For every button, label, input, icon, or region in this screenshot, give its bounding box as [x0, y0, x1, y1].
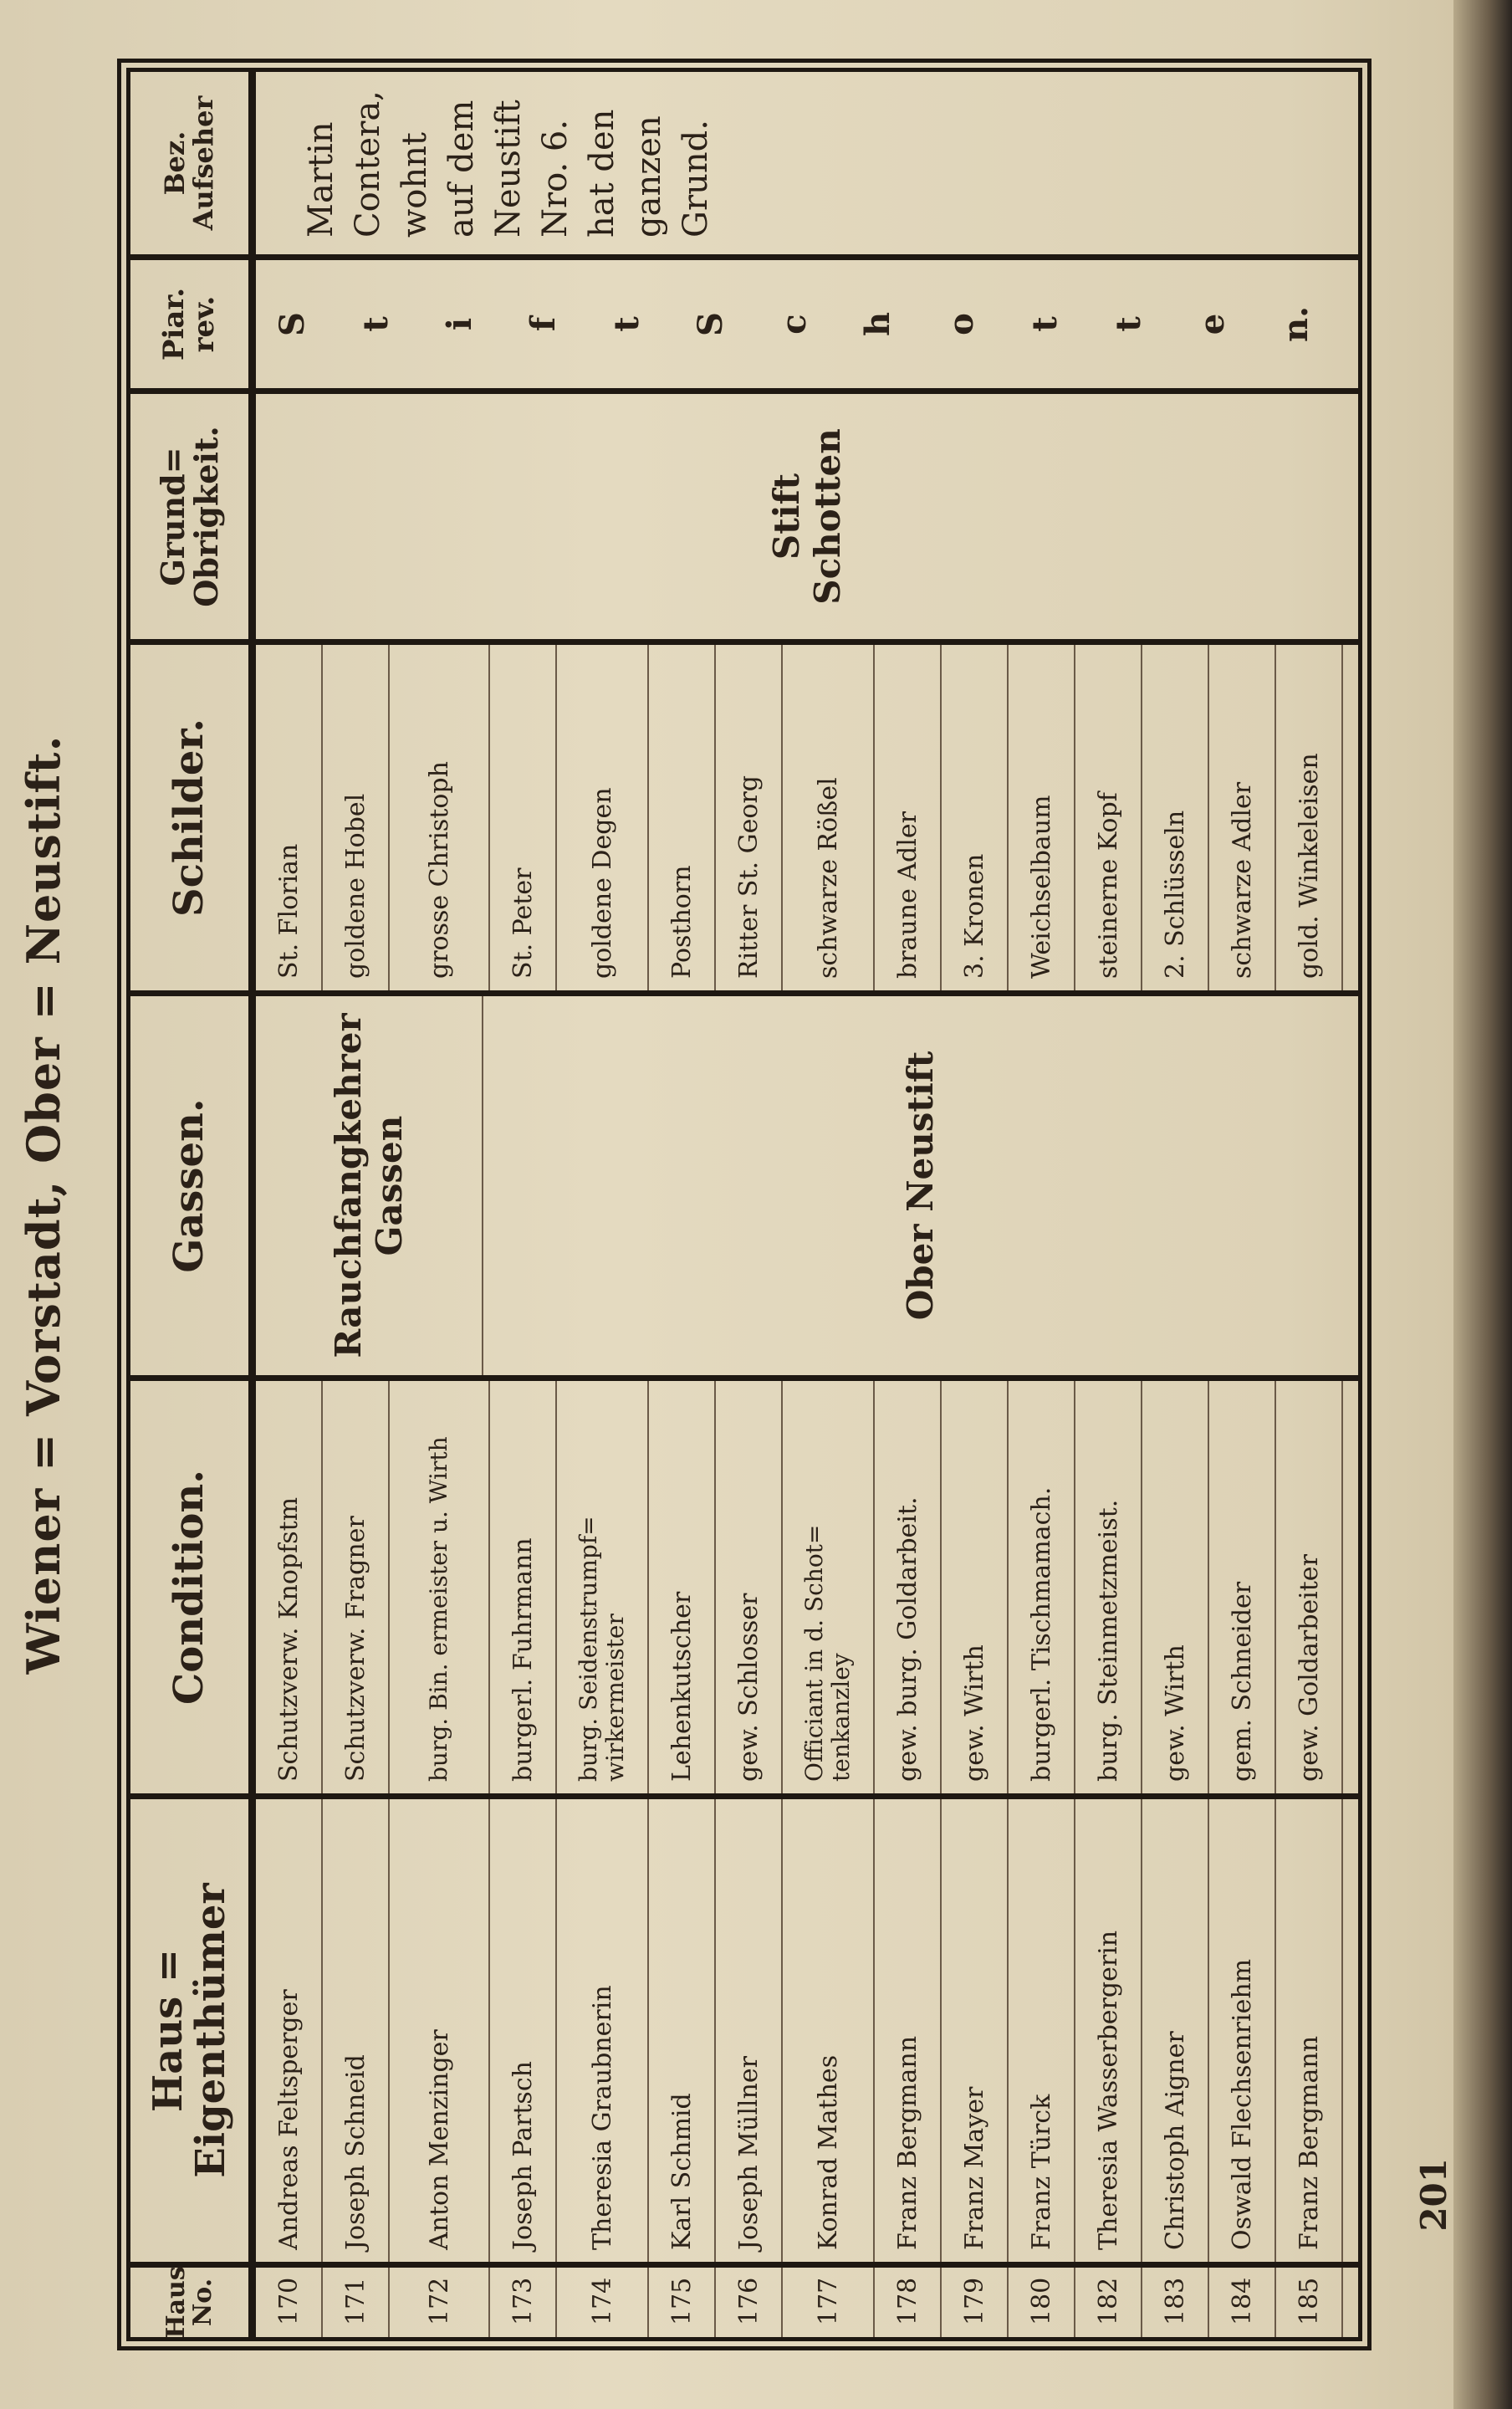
owner-cell: Theresia Graubnerin: [557, 1799, 649, 2262]
condition-cell: burgerl. Fuhrmann: [490, 1381, 557, 1793]
house-number-cell: 178: [875, 2268, 942, 2337]
parish-letter: t: [607, 316, 646, 332]
owner-cell: Karl Schmid: [649, 1799, 716, 2262]
header-parish: Piar. rev.: [130, 260, 256, 388]
parish-letter: e: [1193, 313, 1232, 335]
sign-cell: goldene Hobel: [323, 645, 390, 990]
street-lower: Ober Neustift: [899, 1051, 941, 1321]
authority-cells: [256, 394, 1358, 639]
district-note: Martin Contera, wohnt auf dem Neustift Nro. 6. hat den ganzen Grund.: [302, 90, 715, 238]
condition-cell: Schutzverw. Knopfstm: [256, 1381, 323, 1793]
condition-cell: gew. Schlosser: [716, 1381, 783, 1793]
owner-cell: Anton Menzinger: [390, 1799, 490, 2262]
house-number-cell: 177: [783, 2268, 875, 2337]
condition-cell: gew. burg. Goldarbeit.: [875, 1381, 942, 1793]
number-cells: [256, 2268, 1358, 2337]
street-cells: [256, 996, 1358, 1375]
house-number-cell: 185: [1276, 2268, 1343, 2337]
owner-cell: Christoph Aigner: [1142, 1799, 1209, 2262]
house-number-cell: 180: [1009, 2268, 1075, 2337]
parish-letter: c: [774, 314, 814, 335]
condition-cell: gem. Schneider: [1209, 1381, 1276, 1793]
parish-letter: i: [440, 317, 479, 331]
column-number: [130, 2262, 1358, 2337]
condition-cell: burg. Seidenstrumpf= wirkermeister: [557, 1381, 649, 1793]
condition-cell: gew. Wirth: [1142, 1381, 1209, 1793]
house-number-cell: 182: [1075, 2268, 1142, 2337]
sign-cell: 2. Schlüsseln: [1142, 645, 1209, 990]
sign-cell: steinerne Kopf: [1075, 645, 1142, 990]
column-authority: [130, 388, 1358, 639]
parish-letter: t: [1025, 316, 1065, 332]
house-number-cell: 171: [323, 2268, 390, 2337]
header-sign: Schilder.: [130, 645, 256, 990]
owner-cell: Oswald Flechsenriehm: [1209, 1799, 1276, 2262]
header-owner: Haus = Eigenthümer: [130, 1799, 256, 2262]
owner-cell: Joseph Schneid: [323, 1799, 390, 2262]
house-number-cell: 174: [557, 2268, 649, 2337]
column-sign: [130, 639, 1358, 990]
condition-cell: gew. Wirth: [942, 1381, 1009, 1793]
parish-letter: n.: [1276, 306, 1315, 343]
house-number-cell: 175: [649, 2268, 716, 2337]
parish-letter: S: [273, 312, 312, 336]
sign-cell: grosse Christoph: [390, 645, 490, 990]
ledger-table: [117, 59, 1372, 2350]
authority-value: Stift Schotten: [766, 428, 848, 605]
parish-letter: o: [942, 313, 981, 335]
parish-letter: f: [524, 316, 563, 332]
sign-cell: goldene Degen: [557, 645, 649, 990]
sign-cell: 3. Kronen: [942, 645, 1009, 990]
header-authority: Grund= Obrigkeit.: [130, 394, 256, 639]
parish-letter: h: [858, 311, 897, 337]
owner-cell: Theresia Wasserbergerin: [1075, 1799, 1142, 2262]
owner-cell: Franz Bergmann: [875, 1799, 942, 2262]
sign-cell: schwarze Rößel: [783, 645, 875, 990]
house-number-cell: 184: [1209, 2268, 1276, 2337]
street-upper: Rauchfangkehrer Gassen: [256, 996, 483, 1375]
column-condition: [130, 1375, 1358, 1793]
owner-cells: [256, 1799, 1358, 2262]
sign-cell: gold. Winkeleisen: [1276, 645, 1343, 990]
condition-cell: Officiant in d. Schot= tenkanzley: [783, 1381, 875, 1793]
column-parish: [130, 254, 1358, 388]
owner-cell: Franz Türck: [1009, 1799, 1075, 2262]
header-condition: Condition.: [130, 1381, 256, 1793]
owner-cell: Joseph Müllner: [716, 1799, 783, 2262]
house-number-cell: 172: [390, 2268, 490, 2337]
sign-cells: [256, 645, 1358, 990]
parish-letter: S: [691, 312, 730, 336]
house-number-cell: 173: [490, 2268, 557, 2337]
sign-cell: Posthorn: [649, 645, 716, 990]
sign-cell: braune Adler: [875, 645, 942, 990]
header-district: Bez. Aufseher: [130, 72, 256, 254]
owner-cell: Franz Mayer: [942, 1799, 1009, 2262]
house-number-cell: 183: [1142, 2268, 1209, 2337]
owner-cell: Andreas Feltsperger: [256, 1799, 323, 2262]
house-number-cell: 179: [942, 2268, 1009, 2337]
column-district: [130, 72, 1358, 254]
house-number-cell: 176: [716, 2268, 783, 2337]
owner-cell: Franz Bergmann: [1276, 1799, 1343, 2262]
page-title: Wiener = Vorstadt, Ober = Neustift.: [17, 734, 70, 1675]
column-owner: [130, 1793, 1358, 2262]
sign-cell: St. Peter: [490, 645, 557, 990]
sign-cell: schwarze Adler: [1209, 645, 1276, 990]
condition-cells: [256, 1381, 1358, 1793]
condition-cell: gew. Goldarbeiter: [1276, 1381, 1343, 1793]
parish-letter: t: [1109, 316, 1148, 332]
sign-cell: St. Florian: [256, 645, 323, 990]
page-number: 201: [1413, 2158, 1454, 2232]
parish-letters: [256, 260, 1358, 388]
owner-cell: Konrad Mathes: [783, 1799, 875, 2262]
owner-cell: Joseph Partsch: [490, 1799, 557, 2262]
condition-cell: burg. Steinmetzmeist.: [1075, 1381, 1142, 1793]
condition-cell: burgerl. Tischmamach.: [1009, 1381, 1075, 1793]
column-street: [130, 990, 1358, 1375]
header-number: Haus No.: [130, 2268, 256, 2337]
condition-cell: Lehenkutscher: [649, 1381, 716, 1793]
header-street: Gassen.: [130, 996, 256, 1375]
sign-cell: Ritter St. Georg: [716, 645, 783, 990]
condition-cell: Schutzverw. Fragner: [323, 1381, 390, 1793]
parish-letter: t: [356, 316, 396, 332]
house-number-cell: 170: [256, 2268, 323, 2337]
condition-cell: burg. Bin. ermeister u. Wirth: [390, 1381, 490, 1793]
sign-cell: Weichselbaum: [1009, 645, 1075, 990]
